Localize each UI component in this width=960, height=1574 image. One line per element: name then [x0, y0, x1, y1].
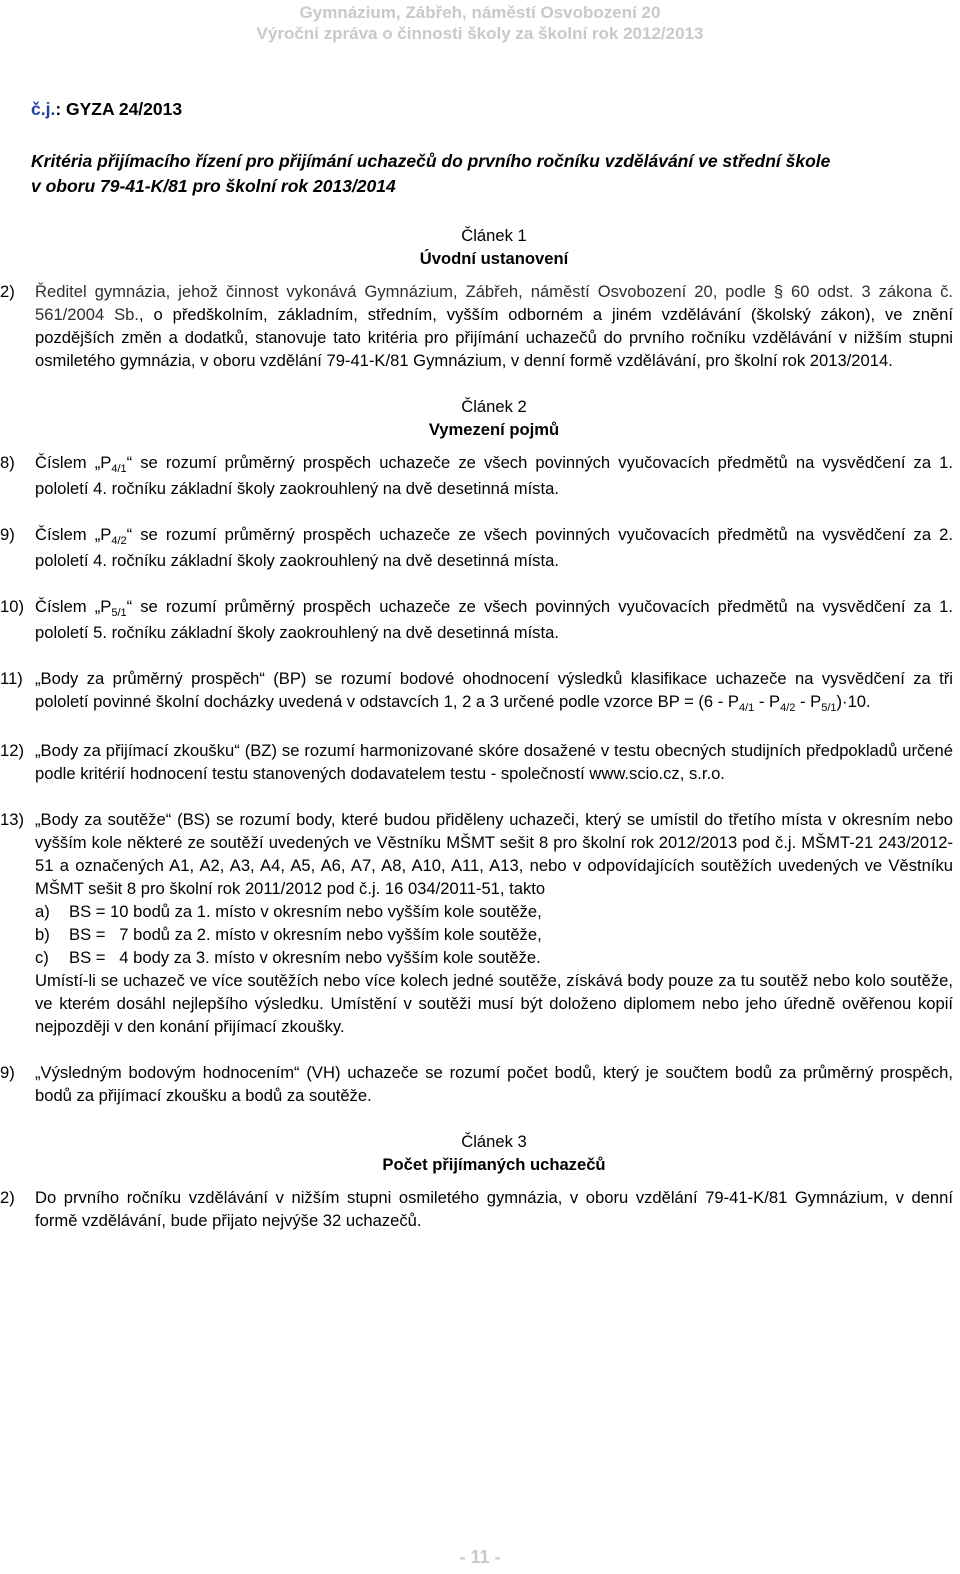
document-title — [31, 149, 953, 199]
item-closing-text: Umístí-li se uchazeč ve více soutěžích nebo více kolech jedné soutěže, získává body pouze za tu soutěž nebo kolo soutěže, ve kterém dosáhl nejlepšího výsledku. Umístění v soutěži musí být doloženo diplomem nebo jeho úředně ověřenou kopií nejpozději v den konání přijímací zkoušky. — [35, 971, 953, 1036]
subscript: 4/2 — [111, 535, 127, 547]
list-text: BS = 10 bodů za 1. místo v okresním nebo vyšším kole soutěže, — [69, 902, 542, 921]
article-3-item — [0, 1186, 953, 1232]
article-2-number: Článek 2 — [461, 397, 527, 416]
item-text: Číslem „P — [35, 597, 112, 616]
item-text: “ se rozumí průměrný prospěch uchazeče ze všech povinných vyučovacích předmětů na vysvědčení za 1. pololetí 4. ročníku základní školy zaokrouhlený na dvě desetinná místa. — [35, 453, 953, 498]
subscript: 4/1 — [738, 702, 755, 714]
ref-value: : GYZA 24/2013 — [55, 99, 183, 119]
title-line-1: Kritéria přijímacího řízení pro přijímání uchazečů do prvního ročníku vzdělávání ve střední škole — [31, 151, 831, 171]
list-text: BS = 7 bodů za 2. místo v okresním nebo vyšším kole soutěže, — [69, 925, 542, 944]
article-3-number: Článek 3 — [461, 1132, 527, 1151]
item-number: 13) — [0, 810, 24, 829]
article-2-heading — [35, 395, 953, 441]
item-text: - P — [795, 692, 822, 711]
definition-item — [0, 451, 953, 500]
item-number: 11) — [0, 669, 23, 688]
list-item — [35, 946, 953, 969]
subscript: 5/1 — [111, 607, 127, 619]
article-1-item — [0, 280, 953, 372]
item-number: 2) — [0, 282, 15, 301]
ref-prefix: č.j. — [31, 99, 56, 119]
item-text: Do prvního ročníku vzdělávání v nižším stupni osmiletého gymnázia, v oboru vzdělání 79-41-K/81 Gymnázium, v denní formě vzdělávání, bude přijato nejvýše 32 uchazečů. — [35, 1188, 953, 1230]
list-marker: c) — [35, 948, 49, 967]
page-header — [0, 2, 960, 44]
article-1-name: Úvodní ustanovení — [419, 249, 569, 268]
definition-item-bz — [0, 739, 953, 785]
item-number: 10) — [0, 597, 24, 616]
subscript: 4/1 — [111, 463, 127, 475]
definition-item — [0, 595, 953, 644]
subscript: 5/1 — [821, 702, 837, 714]
subscript: 4/2 — [780, 702, 796, 714]
definition-item-bs — [0, 808, 953, 1038]
definition-item-bp — [0, 667, 953, 716]
article-1-number: Článek 1 — [461, 226, 527, 245]
item-number: 8) — [0, 453, 15, 472]
item-text: “ se rozumí průměrný prospěch uchazeče ze všech povinných vyučovacích předmětů na vysvědčení za 2. pololetí 4. ročníku základní školy zaokrouhlený na dvě desetinná místa. — [35, 525, 953, 570]
item-text: )·10. — [836, 692, 871, 711]
item-text: Číslem „P — [35, 525, 112, 544]
list-item — [35, 923, 953, 946]
page-number: - 11 - — [459, 1547, 501, 1567]
title-line-2: v oboru 79-41-K/81 pro školní rok 2013/2014 — [31, 176, 396, 196]
list-marker: b) — [35, 925, 50, 944]
list-item — [35, 900, 953, 923]
header-report-title: Výroční zpráva o činnosti školy za školní rok 2012/2013 — [256, 24, 704, 43]
article-3-heading — [35, 1130, 953, 1176]
reference-number — [31, 98, 953, 121]
item-number: 9) — [0, 1063, 15, 1082]
list-marker: a) — [35, 902, 50, 921]
item-text: „Body za přijímací zkoušku“ (BZ) se rozumí harmonizované skóre dosažené v testu obecných studijních předpokladů určené podle kritérií hodnocení testu stanovených dodavatelem testu - společností www.scio.cz, s.r.o. — [35, 741, 953, 783]
item-text: „Body za průměrný prospěch“ (BP) se rozumí bodové ohodnocení výsledků klasifikace uchazeče na vysvědčení za tři pololetí povinné školní docházky uvedená v odstavcích 1, 2 a 3 určené podle vzorce BP = (6 - P — [35, 669, 953, 711]
definition-item-vh — [0, 1061, 953, 1107]
item-text: „Body za soutěže“ (BS) se rozumí body, které budou přiděleny uchazeči, který se umístil do třetího místa v okresním nebo vyšším kole některé ze soutěží uvedených ve Věstníku MŠMT sešit 8 pro školní rok 2012/2013 pod č.j. MŠMT-21 243/2012-51 a označených A1, A2, A3, A4, A5, A6, A7, A8, A10, A11, A13, nebo v odpovídajících soutěžích uvedených ve Věstníku MŠMT sešit 8 pro školní rok 2011/2012 pod č.j. 16 034/2011-51, takto — [35, 810, 953, 898]
item-number: 2) — [0, 1188, 15, 1207]
item-number: 12) — [0, 741, 24, 760]
list-text: BS = 4 body za 3. místo v okresním nebo vyšším kole soutěže. — [69, 948, 541, 967]
document-body — [0, 98, 953, 1255]
item-text: - P — [754, 692, 781, 711]
item-text-part1: Ředitel gymnázia, jehož činnost vykonává Gymnázium, Zábřeh, náměstí Osvobození 20, podle § 60 odst. 3 zákona č. 561/2004 Sb. — [35, 282, 953, 324]
article-1-heading — [35, 224, 953, 270]
article-3-name: Počet přijímaných uchazečů — [382, 1155, 606, 1174]
item-text: “ se rozumí průměrný prospěch uchazeče ze všech povinných vyučovacích předmětů na vysvědčení za 1. pololetí 5. ročníku základní školy zaokrouhlený na dvě desetinná místa. — [35, 597, 953, 642]
article-2-name: Vymezení pojmů — [428, 420, 560, 439]
item-text-part2: , o předškolním, základním, středním, vyšším odborném a jiném vzdělávání (školský zákon), ve znění pozdějších změn a dodatků, stanovuje tato kritéria pro přijímání uchazečů do prvního ročníku vzdělávání v nižším stupni osmiletého gymnázia, v oboru vzdělání 79-41-K/81 Gymnázium, v denní formě vzdělávání, pro školní rok 2013/2014. — [35, 305, 953, 370]
item-text: Číslem „P — [35, 453, 112, 472]
item-text: „Výsledným bodovým hodnocením“ (VH) uchazeče se rozumí počet bodů, který je součtem bodů za průměrný prospěch, bodů za přijímací zkoušku a bodů za soutěže. — [35, 1063, 953, 1105]
item-number: 9) — [0, 525, 15, 544]
definition-item — [0, 523, 953, 572]
header-school: Gymnázium, Zábřeh, náměstí Osvobození 20 — [299, 3, 661, 22]
